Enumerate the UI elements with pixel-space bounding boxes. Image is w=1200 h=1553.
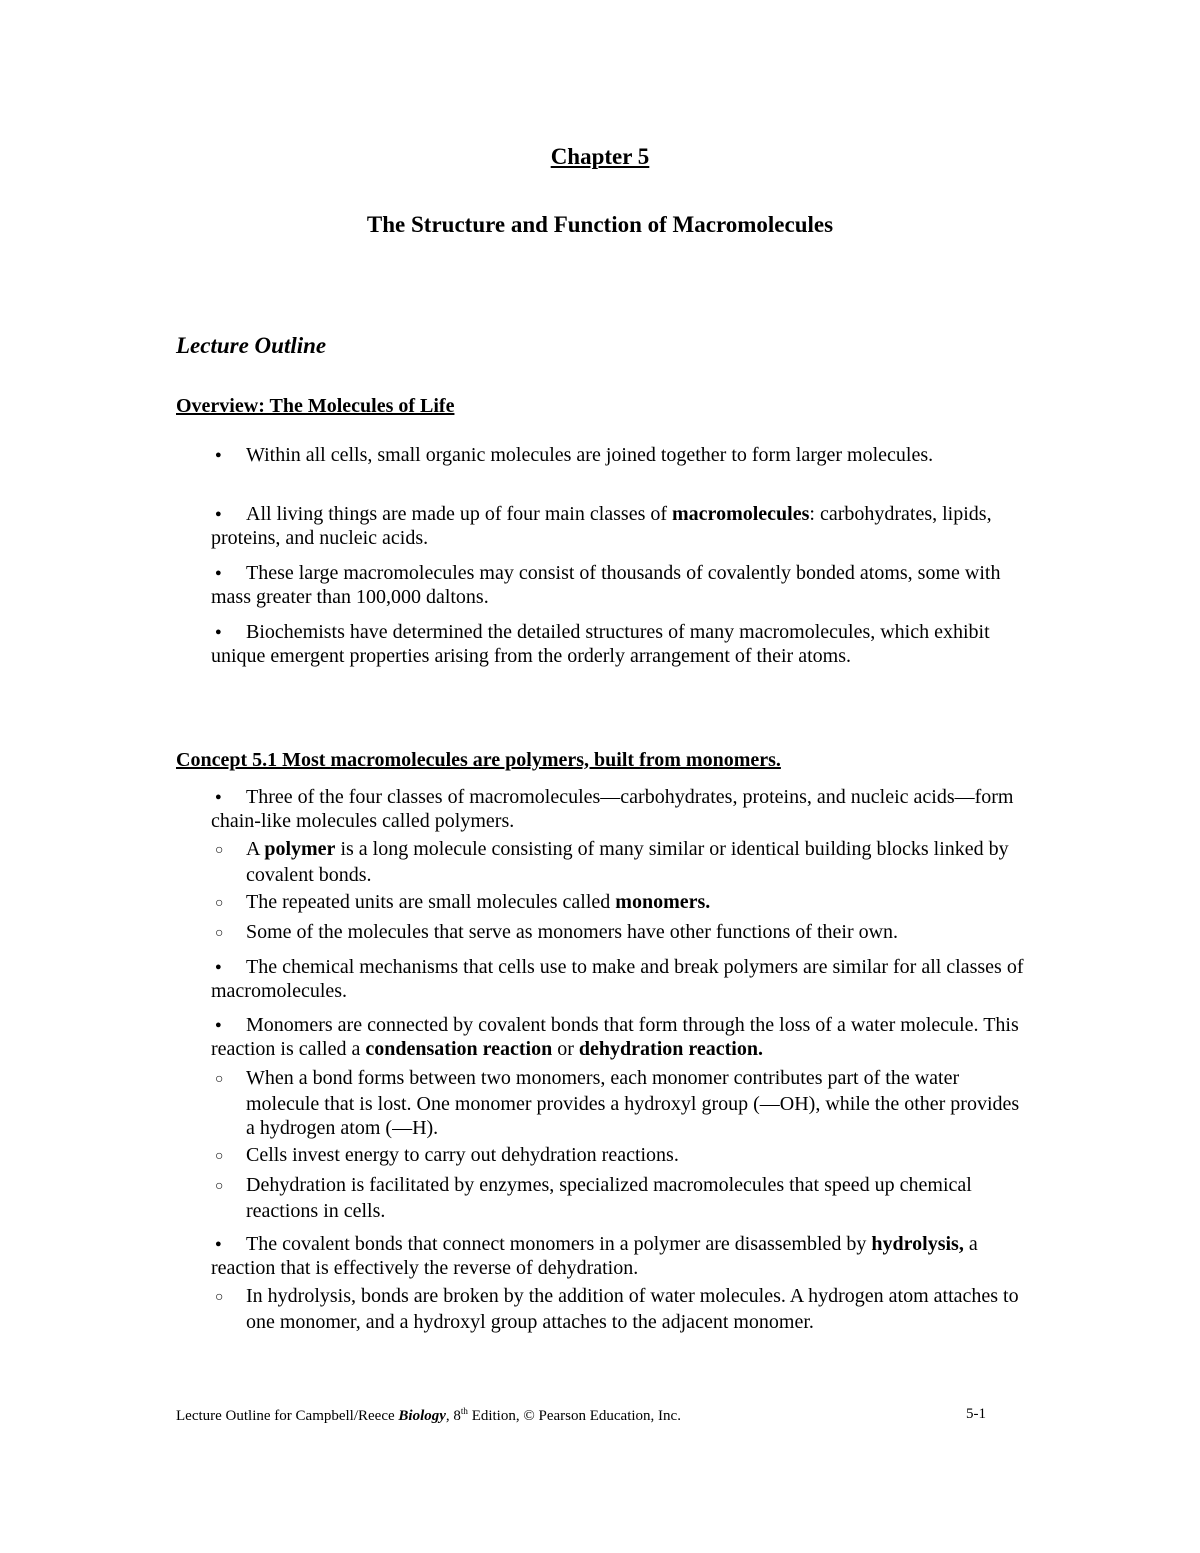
concept-bullet-2 xyxy=(211,955,1031,1003)
circle-bullet-icon xyxy=(211,1143,246,1169)
concept-subitem-2 xyxy=(211,890,1031,916)
footer-superscript: th xyxy=(460,1406,468,1416)
concept-subitem-4 xyxy=(211,1066,1031,1140)
bullet-text: These large macromolecules may consist of thousands of covalently bonded atoms, some with mass greater than 100,000 daltons. xyxy=(211,562,1001,608)
concept-subitem-7 xyxy=(211,1284,1031,1334)
bold-term: monomers. xyxy=(615,891,711,913)
subitem-text: In hydrolysis, bonds are broken by the addition of water molecules. A hydrogen atom attaches to one monomer, and a hydroxyl group attaches to the adjacent monomer. xyxy=(246,1285,1019,1333)
subitem-text: Cells invest energy to carry out dehydration reactions. xyxy=(246,1144,679,1166)
lecture-outline-label: Lecture Outline xyxy=(176,333,327,358)
bullet-text: All living things are made up of four main classes of xyxy=(246,503,673,525)
subitem-text: A xyxy=(246,838,265,860)
bullet-text: Three of the four classes of macromolecules—carbohydrates, proteins, and nucleic acids—form chain-like molecules called polymers. xyxy=(211,786,1014,832)
bold-term: hydrolysis, xyxy=(871,1233,964,1255)
footer-text: , 8 xyxy=(445,1408,461,1424)
page-footer xyxy=(176,1406,986,1425)
bullet-text: : carbohydrates, lipids, proteins, and nucleic acids. xyxy=(211,503,992,549)
concept-bullet-3 xyxy=(211,1013,1031,1061)
circle-bullet-icon xyxy=(211,920,246,946)
circle-bullet-icon xyxy=(211,1284,246,1310)
bullet-text: The chemical mechanisms that cells use to make and break polymers are similar for all classes of macromolecules. xyxy=(211,956,1024,1002)
bold-term: polymer xyxy=(264,838,336,860)
bullet-icon xyxy=(211,620,246,644)
bold-term: macromolecules xyxy=(672,503,810,525)
footer-citation xyxy=(176,1406,681,1425)
page-number: 5-1 xyxy=(966,1406,986,1422)
bold-term: dehydration reaction. xyxy=(578,1038,763,1060)
bullet-text: Monomers are connected by covalent bonds that form through the loss of a water molecule. This reaction is called a xyxy=(211,1014,1019,1060)
bullet-icon xyxy=(211,502,246,526)
subitem-text: is a long molecule consisting of many similar or identical building blocks linked by covalent bonds. xyxy=(246,838,1009,886)
overview-bullet-4 xyxy=(211,620,1031,668)
bullet-icon xyxy=(211,443,246,467)
circle-bullet-icon xyxy=(211,837,246,863)
bullet-text: Biochemists have determined the detailed structures of many macromolecules, which exhibit unique emergent properties arising from the orderly arrangement of their atoms. xyxy=(211,621,990,667)
overview-bullet-2 xyxy=(211,502,1031,550)
concept-heading: Concept 5.1 Most macromolecules are polymers, built from monomers. xyxy=(176,749,781,771)
bullet-icon xyxy=(211,1232,246,1256)
circle-bullet-icon xyxy=(211,1173,246,1199)
concept-subitem-6 xyxy=(211,1173,1031,1223)
footer-text: Lecture Outline for Campbell/Reece xyxy=(176,1408,399,1424)
footer-book-title: Biology xyxy=(398,1408,446,1424)
chapter-number: Chapter 5 xyxy=(550,144,650,169)
bullet-icon xyxy=(211,955,246,979)
concept-subitem-1 xyxy=(211,837,1031,887)
bullet-icon xyxy=(211,785,246,809)
concept-bullet-4 xyxy=(211,1232,1031,1280)
bullet-icon xyxy=(211,1013,246,1037)
bullet-text: The covalent bonds that connect monomers in a polymer are disassembled by xyxy=(246,1233,872,1255)
concept-subitem-5 xyxy=(211,1143,1031,1169)
overview-bullet-1 xyxy=(211,443,1031,467)
subitem-text: Some of the molecules that serve as monomers have other functions of their own. xyxy=(246,921,899,943)
bullet-text: Within all cells, small organic molecules are joined together to form larger molecules. xyxy=(246,444,934,466)
bullet-text: a reaction that is effectively the reverse of dehydration. xyxy=(211,1233,978,1279)
bold-term: condensation reaction xyxy=(365,1038,553,1060)
concept-bullet-1 xyxy=(211,785,1031,833)
subitem-text: When a bond forms between two monomers, each monomer contributes part of the water molecule that is lost. One monomer provides a hydroxyl group (—OH), while the other provides a hydrogen atom (—H). xyxy=(246,1067,1020,1139)
overview-bullet-3 xyxy=(211,561,1031,609)
circle-bullet-icon xyxy=(211,1066,246,1092)
subitem-text: The repeated units are small molecules called xyxy=(246,891,616,913)
concept-subitem-3 xyxy=(211,920,1031,946)
footer-text: Edition, © Pearson Education, Inc. xyxy=(467,1408,681,1424)
overview-heading: Overview: The Molecules of Life xyxy=(176,395,455,417)
bullet-icon xyxy=(211,561,246,585)
subitem-text: Dehydration is facilitated by enzymes, specialized macromolecules that speed up chemical reactions in cells. xyxy=(246,1174,972,1222)
bullet-text: or xyxy=(552,1038,579,1060)
circle-bullet-icon xyxy=(211,890,246,916)
document-title: The Structure and Function of Macromolecules xyxy=(366,212,834,237)
